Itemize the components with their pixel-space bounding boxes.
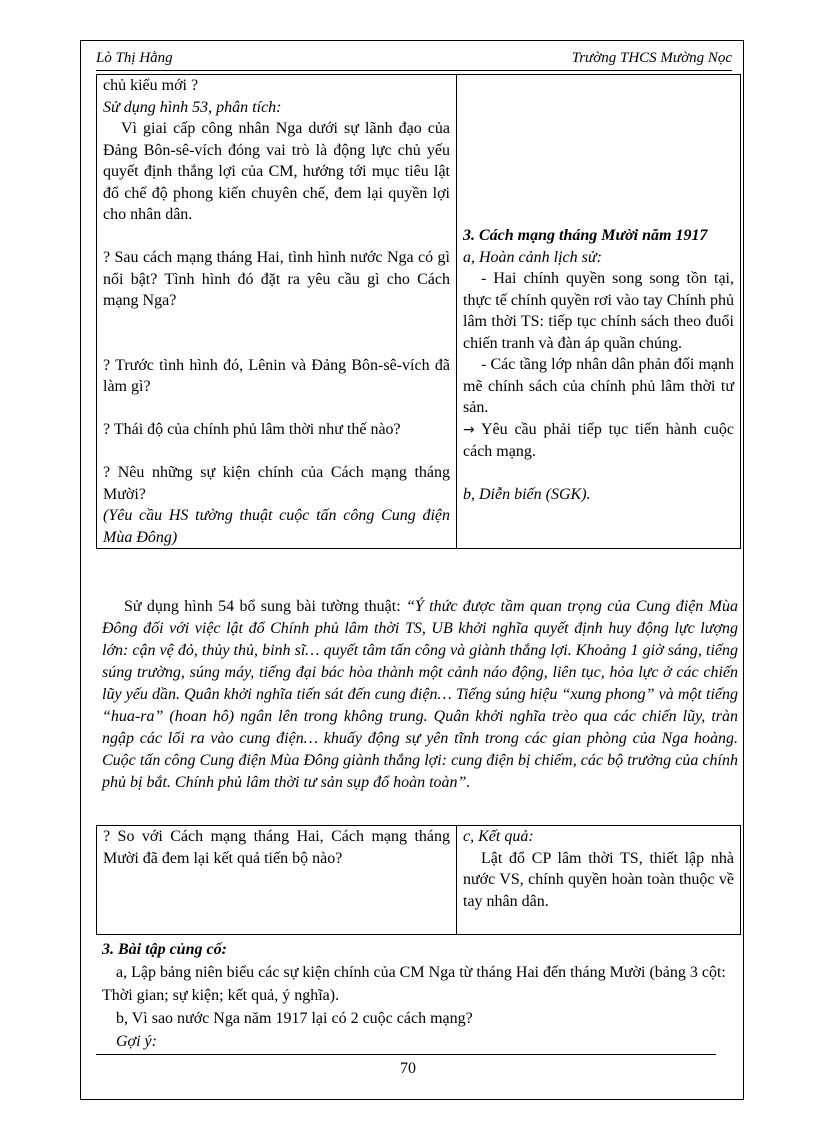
subsection-context: a, Hoàn cảnh lịch sử:	[463, 248, 602, 266]
narrative-paragraph	[102, 596, 738, 794]
header-rule	[96, 70, 732, 71]
page-number: 70	[400, 1060, 416, 1077]
result-question-cell	[97, 826, 457, 935]
context-point-2: - Các tầng lớp nhân dân phản đối mạnh mẽ chính sách của chính phủ lâm thời tư sản.	[463, 356, 734, 416]
arrow-right-icon: →	[463, 421, 475, 438]
header-school: Trường THCS Mường Nọc	[571, 50, 732, 66]
teacher-questions-cell	[97, 75, 457, 549]
question-lenin-action: ? Trước tình hình đó, Lênin và Đảng Bôn-sê-vích đã làm gì?	[103, 356, 450, 395]
figure-instruction: Sử dụng hình 53, phân tích:	[103, 98, 282, 116]
narrative-intro: Sử dụng hình 54 bổ sung bài tường thuật:	[124, 598, 407, 615]
footer-rule	[96, 1054, 716, 1055]
exercise-b: b, Vì sao nước Nga năm 1917 lại có 2 cuộc cách mạng?	[116, 1010, 473, 1027]
question-main-events: ? Nêu những sự kiện chính của Cách mạng tháng Mười?	[103, 464, 450, 503]
question-provisional-attitude: ? Thái độ của chính phủ lâm thời như thế nào?	[103, 421, 401, 438]
context-point-1: - Hai chính quyền song song tồn tại, thực tế chính quyền rơi vào tay Chính phủ lâm thời TS: tiếp tục chính sách theo đuổi chiến tranh và đàn áp quần chúng.	[463, 270, 734, 352]
exercise-section	[102, 938, 732, 1053]
question-after-february: ? Sau cách mạng tháng Hai, tình hình nước Nga có gì nổi bật? Tình hình đó đặt ra yêu cầu gì cho Cách mạng Nga?	[103, 249, 450, 309]
page-header	[96, 46, 732, 70]
subsection-results: c, Kết quả:	[463, 828, 534, 845]
lesson-content-cell	[457, 75, 741, 549]
section-heading: 3. Cách mạng tháng Mười năm 1917	[463, 227, 708, 244]
subsection-events: b, Diễn biến (SGK).	[463, 486, 591, 503]
lesson-table-upper	[96, 74, 741, 549]
question-tail: chủ kiểu mới ?	[103, 77, 199, 94]
question-results: ? So với Cách mạng tháng Hai, Cách mạng tháng Mười đã đem lại kết quả tiến bộ nào?	[103, 828, 450, 867]
result-content-cell	[457, 826, 741, 935]
lesson-table-lower	[96, 825, 741, 935]
exercise-hint: Gợi ý:	[116, 1033, 157, 1050]
analysis-answer: Vì giai cấp công nhân Nga dưới sự lãnh đạo của Đảng Bôn-sê-vích đóng vai trò là động lực chủ yếu quyết định thắng lợi của CM, hướng tới mục tiêu lật đổ chế độ phong kiến chuyên chế, đem lại quyền lợi cho nhân dân.	[103, 120, 450, 223]
exercise-heading: 3. Bài tập củng cố:	[102, 941, 227, 958]
context-conclusion: → Yêu cầu phải tiếp tục tiến hành cuộc cách mạng.	[463, 420, 734, 460]
exercise-a: a, Lập bảng niên biểu các sự kiện chính của CM Nga từ tháng Hai đến tháng Mười (bảng 3 cột: Thời gian; sự kiện; kết quả, ý nghĩa).	[102, 964, 726, 1004]
header-author: Lò Thị Hằng	[96, 50, 173, 66]
question-main-events-note: (Yêu cầu HS tường thuật cuộc tấn công Cung điện Mùa Đông)	[103, 507, 450, 546]
narrative-quote: “Ý thức được tầm quan trọng của Cung điện Mùa Đông đối với việc lật đổ Chính phủ lâm thời TS, UB khởi nghĩa quyết định huy động lực lượng lớn: cận vệ đỏ, thủy thủ, binh sĩ… quyết tâm tấn công và giành thắng lợi. Khoảng 1 giờ sáng, tiếng súng trường, súng máy, tiếng đại bác hòa thành một cảnh náo động, liên tục, hỏa lực ở các chiến lũy yếu dần. Quân khởi nghĩa tiến sát đến cung điện… Tiếng súng hiệu “xung phong” và một tiếng “hua-ra” (hoan hô) ngân lên trong không trung. Quân khởi nghĩa trèo qua các chiến lũy, tràn ngập các lối ra vào cung điện… khuấy động sự yên tĩnh trong các gian phòng của Nga hoàng. Cuộc tấn công Cung điện Mùa Đông giành thắng lợi: cung điện bị chiếm, các bộ trưởng của chính phủ bị bắt. Chính phủ lâm thời tư sản sụp đổ hoàn toàn”.	[102, 598, 738, 791]
results-text: Lật đổ CP lâm thời TS, thiết lập nhà nước VS, chính quyền hoàn toàn thuộc về tay nhân dân.	[463, 849, 734, 910]
